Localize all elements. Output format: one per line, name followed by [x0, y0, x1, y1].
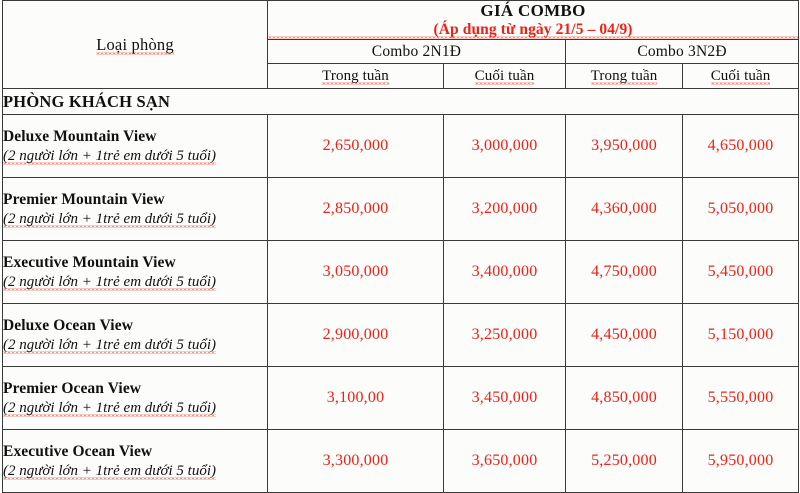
room-occupancy: (2 người lớn + 1trẻ em dưới 5 tuổi) — [3, 336, 216, 353]
header-cell-weekend-3n2d — [683, 64, 799, 89]
price-weekday-3n2d: 4,450,000 — [566, 304, 683, 367]
room-occupancy: (2 người lớn + 1trẻ em dưới 5 tuổi) — [3, 273, 216, 290]
price-weekend-2n1d: 3,000,000 — [444, 115, 566, 178]
price-weekend-3n2d: 5,050,000 — [683, 178, 799, 241]
room-occupancy: (2 người lớn + 1trẻ em dưới 5 tuổi) — [3, 399, 216, 416]
header-label-weekend-2n1d: Cuối tuần — [474, 67, 535, 84]
section-label-hotel-rooms: PHÒNG KHÁCH SẠN — [3, 91, 171, 111]
header-cell-combo-2n1d — [268, 40, 566, 64]
table-row — [3, 241, 799, 304]
room-name: Executive Ocean View — [3, 442, 153, 460]
price-weekend-3n2d: 5,950,000 — [683, 430, 799, 493]
header-label-weekday-2n1d: Trong tuần — [322, 67, 389, 84]
price-weekend-3n2d: 4,650,000 — [683, 115, 799, 178]
header-label-weekend-3n2d: Cuối tuần — [710, 67, 771, 84]
price-weekday-2n1d: 3,300,000 — [268, 430, 444, 493]
table-row — [3, 178, 799, 241]
room-occupancy: (2 người lớn + 1trẻ em dưới 5 tuổi) — [3, 147, 216, 164]
table-row — [3, 367, 799, 430]
room-type-cell — [3, 304, 268, 367]
room-type-cell — [3, 178, 268, 241]
combo-price-table — [2, 0, 799, 493]
price-weekday-3n2d: 3,950,000 — [566, 115, 683, 178]
room-name: Deluxe Mountain View — [3, 127, 157, 145]
price-weekend-2n1d: 3,650,000 — [444, 430, 566, 493]
table-row — [3, 430, 799, 493]
header-label-weekday-3n2d: Trong tuần — [590, 67, 658, 84]
price-weekend-2n1d: 3,250,000 — [444, 304, 566, 367]
room-occupancy: (2 người lớn + 1trẻ em dưới 5 tuổi) — [3, 210, 216, 227]
header-cell-weekday-3n2d — [566, 64, 683, 89]
table-header-row-title — [3, 1, 799, 40]
header-label-combo-title: GIÁ COMBO — [480, 1, 586, 20]
price-weekday-2n1d: 2,900,000 — [268, 304, 444, 367]
header-cell-room-type — [3, 1, 268, 89]
price-weekend-3n2d: 5,150,000 — [683, 304, 799, 367]
section-cell — [3, 89, 799, 115]
room-name: Premier Ocean View — [3, 379, 142, 397]
price-weekend-2n1d: 3,200,000 — [444, 178, 566, 241]
header-cell-combo-price — [268, 1, 799, 40]
table-section-row-hotel-rooms — [3, 89, 799, 115]
header-cell-weekday-2n1d — [268, 64, 444, 89]
price-weekday-2n1d: 2,850,000 — [268, 178, 444, 241]
price-weekday-3n2d: 4,360,000 — [566, 178, 683, 241]
header-label-room-type: Loại phòng — [96, 34, 174, 54]
room-name: Deluxe Ocean View — [3, 316, 133, 334]
table-row — [3, 115, 799, 178]
price-weekday-3n2d: 4,750,000 — [566, 241, 683, 304]
price-weekend-3n2d: 5,550,000 — [683, 367, 799, 430]
price-weekday-2n1d: 3,100,00 — [268, 367, 444, 430]
header-label-combo-subtitle: (Áp dụng từ ngày 21/5 – 04/9) — [268, 21, 798, 39]
room-type-cell — [3, 241, 268, 304]
room-occupancy: (2 người lớn + 1trẻ em dưới 5 tuổi) — [3, 462, 216, 479]
table-row — [3, 304, 799, 367]
header-cell-combo-3n2d — [566, 40, 799, 64]
room-type-cell — [3, 115, 268, 178]
price-weekday-3n2d: 5,250,000 — [566, 430, 683, 493]
price-weekend-3n2d: 5,450,000 — [683, 241, 799, 304]
price-weekend-2n1d: 3,400,000 — [444, 241, 566, 304]
room-name: Premier Mountain View — [3, 190, 165, 208]
room-type-cell — [3, 367, 268, 430]
header-label-combo-3n2d: Combo 3N2Đ — [637, 42, 727, 60]
price-weekday-2n1d: 2,650,000 — [268, 115, 444, 178]
price-weekend-2n1d: 3,450,000 — [444, 367, 566, 430]
room-name: Executive Mountain View — [3, 253, 176, 271]
header-label-combo-2n1d: Combo 2N1Đ — [371, 42, 462, 60]
price-weekday-2n1d: 3,050,000 — [268, 241, 444, 304]
room-type-cell — [3, 430, 268, 493]
header-cell-weekend-2n1d — [444, 64, 566, 89]
price-weekday-3n2d: 4,850,000 — [566, 367, 683, 430]
